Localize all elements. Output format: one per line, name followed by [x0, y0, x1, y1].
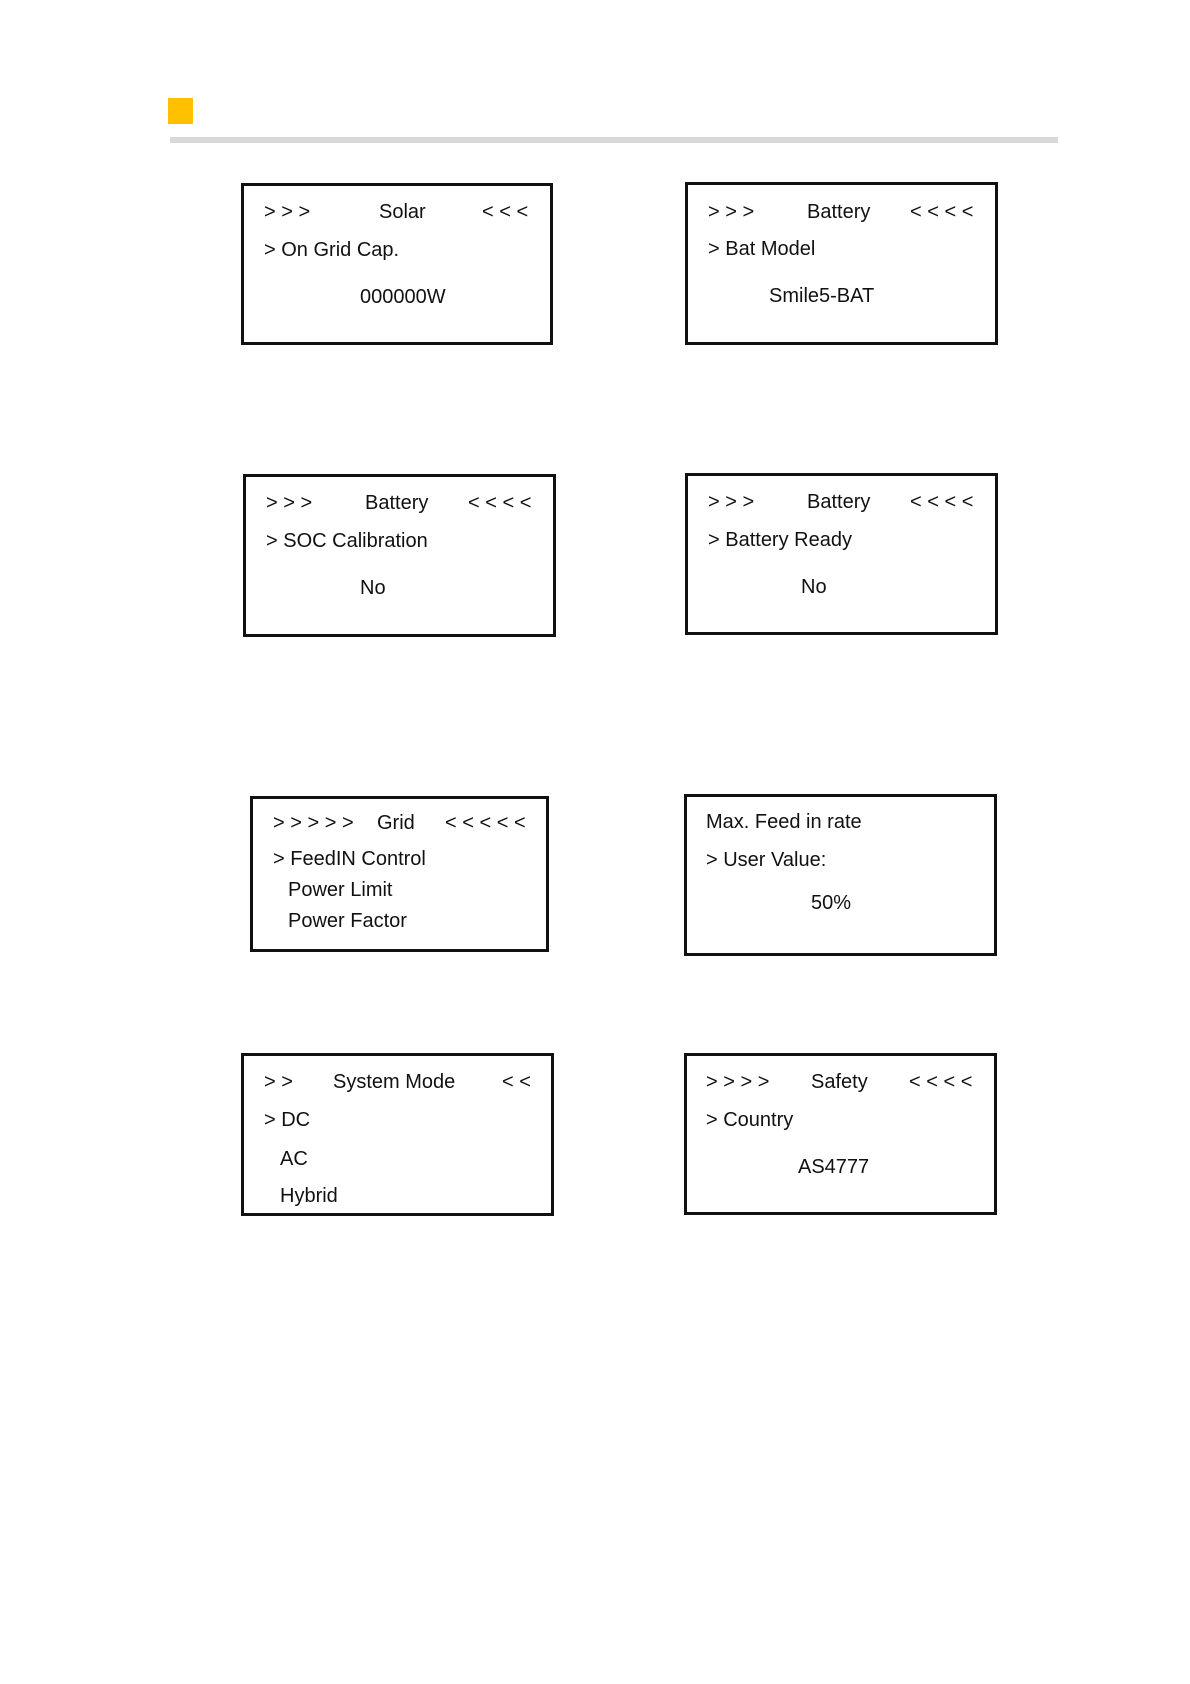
- nav-right-arrows: < < < <: [468, 492, 532, 514]
- menu-option: Hybrid: [280, 1185, 338, 1207]
- menu-option: AC: [280, 1148, 308, 1170]
- nav-left-arrows: > >: [264, 1071, 293, 1093]
- header-rule: [170, 137, 1058, 143]
- nav-left-arrows: > > >: [708, 491, 755, 513]
- menu-item: > SOC Calibration: [266, 530, 428, 552]
- menu-value: 50%: [811, 892, 852, 914]
- lcd-screen-battery-model: [685, 182, 998, 345]
- menu-value: Smile5-BAT: [769, 285, 875, 307]
- lcd-screen-system-mode: [241, 1053, 554, 1216]
- lcd-screen-grid: [250, 796, 549, 952]
- screen-title: System Mode: [333, 1071, 456, 1093]
- nav-left-arrows: > > >: [264, 201, 311, 223]
- screen-title: Battery: [807, 201, 871, 223]
- nav-right-arrows: < < < <: [910, 201, 974, 223]
- lcd-screen-battery-ready: [685, 473, 998, 635]
- menu-item: > FeedIN Control: [273, 848, 426, 870]
- nav-left-arrows: > > > >: [706, 1071, 770, 1093]
- menu-item: > Bat Model: [708, 238, 816, 260]
- nav-left-arrows: > > > > >: [273, 812, 354, 834]
- section-marker: [168, 98, 193, 124]
- screen-title: Safety: [811, 1071, 868, 1093]
- lcd-screen-soc-calibration: [243, 474, 556, 637]
- nav-right-arrows: < < < < <: [445, 812, 526, 834]
- nav-left-arrows: > > >: [266, 492, 313, 514]
- menu-value: No: [801, 576, 827, 598]
- screen-title: Battery: [807, 491, 871, 513]
- menu-item: > Battery Ready: [708, 529, 852, 551]
- menu-item: > User Value:: [706, 849, 827, 871]
- nav-right-arrows: < < <: [482, 201, 529, 223]
- screen-title: Grid: [377, 812, 415, 834]
- menu-option: Power Limit: [288, 879, 393, 901]
- menu-value: AS4777: [798, 1156, 870, 1178]
- nav-right-arrows: < < < <: [909, 1071, 973, 1093]
- screen-title: Max. Feed in rate: [706, 811, 862, 833]
- menu-item: > Country: [706, 1109, 794, 1131]
- menu-item: > On Grid Cap.: [264, 239, 400, 261]
- nav-left-arrows: > > >: [708, 201, 755, 223]
- lcd-screen-solar: [241, 183, 553, 345]
- menu-value: 000000W: [360, 286, 446, 308]
- screen-title: Battery: [365, 492, 429, 514]
- lcd-screen-feed-in-rate: [684, 794, 997, 956]
- nav-right-arrows: < < < <: [910, 491, 974, 513]
- menu-item: > DC: [264, 1109, 311, 1131]
- menu-value: No: [360, 577, 386, 599]
- nav-right-arrows: < <: [502, 1071, 531, 1093]
- menu-option: Power Factor: [288, 910, 407, 932]
- lcd-screen-safety: [684, 1053, 997, 1215]
- screen-title: Solar: [379, 201, 426, 223]
